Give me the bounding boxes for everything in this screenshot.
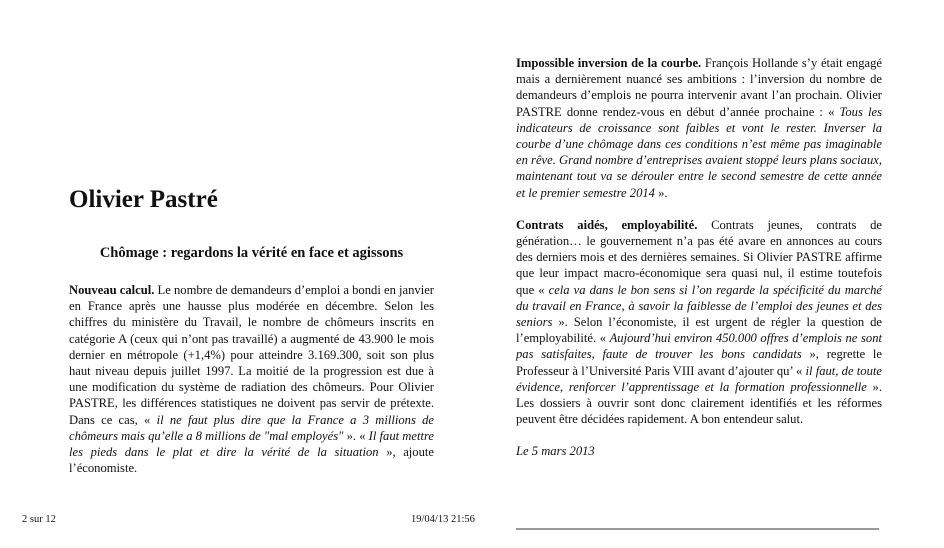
- paragraph-text: Le nombre de demandeurs d’emploi a bondi en janvier en France après une hausse plus modérée en décembre. Selon les chiffres du ministère du Travail, le nombre de chômeurs inscrits en catégorie A (ceux qui n’ont pas travaillé) a augmenté de 43.900 le mois dernier en métropole (+1,4%) pour atteindre 3.169.300, soit son plus haut niveau depuis juillet 1997. La moitié de la progression est due à une modification du système de radiation des chômeurs. Pour Olivier PASTRE, les différences statistiques ne doivent pas servir de prétexte. Dans ce cas, «: [69, 283, 435, 427]
- paragraph-nouveau-calcul: [69, 282, 434, 476]
- paragraph-quote: cela va dans le bon sens si l’on regarde la spécificité du marché du travail en France, à savoir la faiblesse de l’emploi des jeunes et des seniors: [516, 282, 883, 330]
- paragraph-heading: Contrats aidés, employabilité.: [516, 217, 698, 232]
- paragraph-quote: il ne faut plus dire que la France a 3 millions de chômeurs mais qu’elle a 8 millions de "mal employés": [69, 412, 434, 443]
- divider: [516, 528, 879, 530]
- paragraph-text: Contrats jeunes, contrats de génération… le gouvernement n’a pas été avare en annonces au cours des derniers mois et des dernières semaines. Si Olivier PASTRE affirme que leur impact macro-économique sera quasi nul, il estime toutefois que «: [516, 217, 882, 297]
- article-title: Chômage : regardons la vérité en face et agissons: [99, 245, 404, 261]
- paragraph-quote: Il faut mettre les pieds dans le plat et dire la vérité de la situation: [69, 428, 434, 460]
- left-column: [69, 180, 434, 476]
- paragraph-quote: Aujourd’hui environ 450.000 offres d’emplois ne sont pas satisfaites, faute de trouver les bons candidats: [516, 331, 882, 362]
- paragraph-text: », ajoute l’économiste.: [69, 445, 434, 476]
- paragraph-quote: Tous les indicateurs de croissance sont faibles et vont le rester. Inverser la courbe d’une chômage dans ces conditions n’est même pas imaginable en rêve. Grand nombre d’entreprises avaient stoppé leurs plans sociaux, maintenant tout va se dérouler entre le second semestre de cette année et le premier semestre 2014: [516, 104, 882, 200]
- page-number: 2 sur 12: [22, 514, 56, 525]
- paragraph-text: ».: [654, 185, 668, 200]
- paragraph-text: », regrette le Professeur à l’Université Paris VIII avant d’ajouter qu’ «: [516, 347, 882, 378]
- paragraph-heading: Impossible inversion de la courbe.: [516, 56, 702, 70]
- author-name: Olivier Pastré: [69, 186, 218, 213]
- paragraph-heading: Nouveau calcul.: [69, 283, 155, 297]
- article-date: Le 5 mars 2013: [516, 444, 595, 459]
- paragraph-text: ». Selon l’économiste, il est urgent de régler la question de l’employabilité. «: [516, 315, 882, 346]
- print-timestamp: 19/04/13 21:56: [411, 514, 475, 525]
- paragraph-text: ». «: [343, 428, 369, 443]
- paragraph-contrats-aides: [516, 217, 882, 428]
- paragraph-text: ». Les dossiers à ouvrir sont donc clairement identifiés et les réformes peuvent être décidées rapidement. A bon entendeur salut.: [516, 379, 882, 427]
- paragraph-inversion-courbe: [516, 55, 882, 201]
- paragraph-quote: il faut, de toute évidence, renforcer l’apprentissage et la formation professionnelle: [516, 363, 882, 394]
- right-column: [516, 55, 882, 459]
- paragraph-text: François Hollande s’y était engagé mais a dernièrement nuancé ses ambitions : l’inversion du nombre de demandeurs d’emplois ne pourra intervenir avant l’an prochain. Olivier PASTRE donne rendez-vous en début d’année prochaine : «: [516, 56, 882, 119]
